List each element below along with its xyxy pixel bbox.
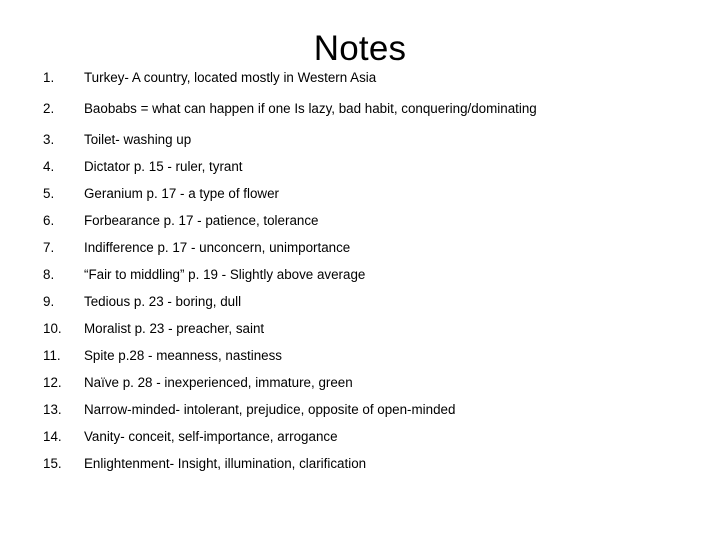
list-item [0,183,720,205]
list-item-number: 8. [43,267,55,282]
list-item [0,98,720,120]
list-item-number: 5. [43,186,55,201]
list-item-number: 2. [43,101,55,116]
list-item-number: 14. [43,429,62,444]
list-item-number: 6. [43,213,55,228]
list-item-number: 7. [43,240,55,255]
list-item-text: “Fair to middling” p. 19 - Slightly above average [84,267,366,282]
list-item [0,318,720,340]
list-item [0,129,720,151]
list-item-text: Forbearance p. 17 - patience, tolerance [84,213,319,228]
list-item [0,264,720,286]
list-item [0,291,720,313]
list-item-number: 13. [43,402,62,417]
list-item [0,345,720,367]
list-item [0,399,720,421]
list-item-text: Naïve p. 28 - inexperienced, immature, green [84,375,353,390]
list-item-text: Enlightenment- Insight, illumination, clarification [84,456,367,471]
list-item-text: Tedious p. 23 - boring, dull [84,294,242,309]
list-item [0,426,720,448]
list-item [0,156,720,178]
list-item [0,237,720,259]
list-item-number: 1. [43,70,55,85]
list-item-number: 3. [43,132,55,147]
list-item-number: 4. [43,159,55,174]
list-item-number: 12. [43,375,62,390]
page-title: Notes [313,29,407,69]
list-item-text: Geranium p. 17 - a type of flower [84,186,280,201]
list-item-text: Baobabs = what can happen if one Is lazy, bad habit, conquering/dominating [84,101,537,116]
list-item [0,453,720,475]
list-item [0,210,720,232]
list-item [0,67,720,89]
list-item-text: Spite p.28 - meanness, nastiness [84,348,282,363]
list-item-text: Narrow-minded- intolerant, prejudice, opposite of open-minded [84,402,456,417]
list-item-number: 15. [43,456,62,471]
list-item-text: Dictator p. 15 - ruler, tyrant [84,159,243,174]
list-item-text: Moralist p. 23 - preacher, saint [84,321,265,336]
list-item-text: Vanity- conceit, self-importance, arrogance [84,429,338,444]
list-item-number: 9. [43,294,55,309]
list-item-text: Toilet- washing up [84,132,192,147]
list-item-text: Turkey- A country, located mostly in Western Asia [84,70,377,85]
list-item-number: 10. [43,321,62,336]
list-item [0,372,720,394]
list-item-text: Indifference p. 17 - unconcern, unimportance [84,240,351,255]
list-item-number: 11. [43,348,61,363]
